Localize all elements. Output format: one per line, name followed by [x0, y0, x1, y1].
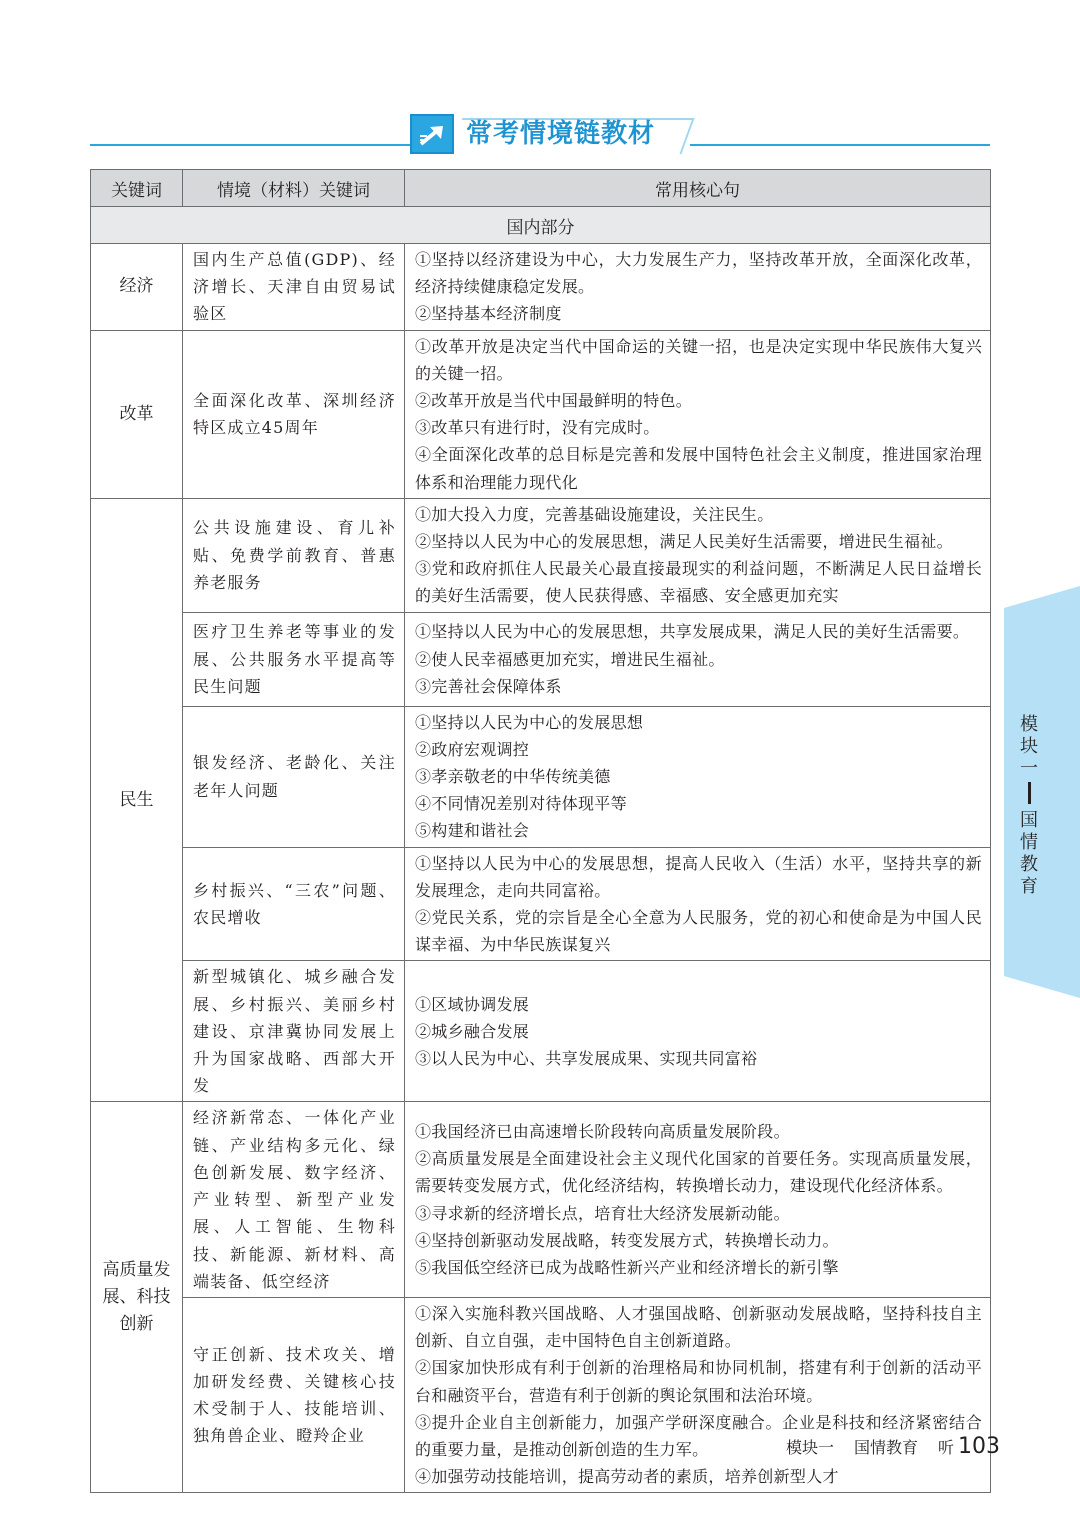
table-row	[91, 244, 991, 331]
core-sentence-cell	[405, 847, 991, 961]
core-sentence-item: ③以人民为中心、共享发展成果、实现共同富裕	[415, 1049, 758, 1069]
context-cell: 经济新常态、一体化产业链、产业结构多元化、绿色创新发展、数字经济、产业转型、新型产业发展、人工智能、生物科技、新能源、新材料、高端装备、低空经济	[183, 1102, 405, 1297]
core-sentence-item: ①深入实施科教兴国战略、人才强国战略、创新驱动发展战略，坚持科技自主创新、自立自强，走中国特色自主创新道路。	[415, 1303, 982, 1351]
core-sentence-item: ③党和政府抓住人民最关心最直接最现实的利益问题，不断满足人民日益增长的美好生活需要，使人民获得感、幸福感、安全感更加充实	[415, 559, 982, 606]
context-cell: 银发经济、老龄化、关注老年人问题	[183, 706, 405, 847]
context-cell: 医疗卫生养老等事业的发展、公共服务水平提高等民生问题	[183, 612, 405, 706]
side-tab-char: 育	[1020, 876, 1038, 897]
core-sentence-item: ④全面深化改革的总目标是完善和发展中国特色社会主义制度，推进国家治理体系和治理能力现代化	[415, 445, 982, 492]
footer-listen: 听	[937, 1438, 954, 1457]
column-header-keyword: 关键词	[91, 170, 183, 207]
table-row	[91, 330, 991, 498]
header-rule-left	[90, 144, 410, 146]
table-header-row	[91, 170, 991, 207]
side-tab-char: 情	[1020, 832, 1038, 853]
core-sentence-item: ③改革只有进行时，没有完成时。	[415, 418, 660, 438]
table-row	[91, 1102, 991, 1297]
context-cell: 全面深化改革、深圳经济特区成立45周年	[183, 330, 405, 498]
core-sentence-item: ①坚持以人民为中心的发展思想	[415, 712, 644, 732]
side-tab-char: 教	[1020, 854, 1038, 875]
core-sentence-item: ④坚持创新驱动发展战略，转变发展方式，转换增长动力。	[415, 1230, 839, 1250]
context-table	[90, 169, 991, 1493]
side-tab-char: 块	[1020, 736, 1038, 757]
header-rule-right	[690, 144, 990, 146]
core-sentence-item: ②坚持基本经济制度	[415, 304, 562, 324]
core-sentence-cell	[405, 612, 991, 706]
core-sentence-item: ③寻求新的经济增长点，培育壮大经济发展新动能。	[415, 1203, 790, 1223]
core-sentence-item: ①坚持以经济建设为中心，大力发展生产力，坚持改革开放，全面深化改革，经济持续健康稳定发展。	[415, 250, 982, 297]
core-sentence-item: ①改革开放是决定当代中国命运的关键一招，也是决定实现中华民族伟大复兴的关键一招。	[415, 336, 982, 383]
core-sentence-cell	[405, 330, 991, 498]
core-sentence-item: ①区域协调发展	[415, 994, 530, 1014]
column-header-context: 情境（材料）关键词	[183, 170, 405, 207]
section-label: 国内部分	[91, 207, 991, 244]
footer-module: 模块一	[785, 1438, 834, 1457]
core-sentence-item: ②国家加快形成有利于创新的治理格局和协同机制，搭建有利于创新的活动平台和融资平台，营造有利于创新的舆论氛围和法治环境。	[415, 1358, 982, 1405]
footer-topic: 国情教育	[853, 1438, 918, 1457]
table-row	[91, 847, 991, 961]
table-row	[91, 961, 991, 1102]
side-tab-separator	[1028, 782, 1031, 804]
core-sentence-item: ①加大投入力度，完善基础设施建设，关注民生。	[415, 504, 774, 524]
table-row	[91, 612, 991, 706]
side-tab-char: 一	[1020, 758, 1038, 779]
arrow-up-right-icon	[410, 114, 454, 154]
core-sentence-cell	[405, 1297, 991, 1492]
core-sentence-item: ③提升企业自主创新能力，加强产学研深度融合。企业是科技和经济紧密结合的重要力量，是推动创新创造的生力军。	[415, 1412, 982, 1459]
core-sentence-item: ①我国经济已由高速增长阶段转向高质量发展阶段。	[415, 1122, 790, 1142]
core-sentence-item: ②政府宏观调控	[415, 739, 530, 759]
core-sentence-item: ②党民关系，党的宗旨是全心全意为人民服务，党的初心和使命是为中国人民谋幸福、为中华民族谋复兴	[415, 908, 982, 955]
page-footer	[760, 1434, 1000, 1462]
core-sentence-item: ④加强劳动技能培训，提高劳动者的素质，培养创新型人才	[415, 1467, 839, 1487]
core-sentence-item: ①坚持以人民为中心的发展思想，共享发展成果，满足人民的美好生活需要。	[415, 622, 970, 642]
core-sentence-item: ⑤我国低空经济已成为战略性新兴产业和经济增长的新引擎	[415, 1258, 839, 1278]
core-sentence-item: ①坚持以人民为中心的发展思想，提高人民收入（生活）水平，坚持共享的新发展理念，走向共同富裕。	[415, 853, 982, 900]
side-tab-char: 模	[1020, 714, 1038, 735]
side-tab-char: 国	[1020, 810, 1038, 831]
core-sentence-cell	[405, 706, 991, 847]
column-header-core-sentence: 常用核心句	[405, 170, 991, 207]
context-cell: 乡村振兴、“三农”问题、农民增收	[183, 847, 405, 961]
core-sentence-item: ②城乡融合发展	[415, 1021, 530, 1041]
core-sentence-item: ⑤构建和谐社会	[415, 821, 530, 841]
core-sentence-item: ③完善社会保障体系	[415, 676, 562, 696]
side-tab-label	[1017, 714, 1041, 898]
core-sentence-item: ④不同情况差别对待体现平等	[415, 794, 627, 814]
table-row	[91, 1297, 991, 1492]
keyword-cell: 民生	[91, 498, 183, 1102]
page-number: 103	[958, 1434, 1000, 1459]
section-banner	[410, 114, 686, 156]
context-cell: 国内生产总值(GDP)、经济增长、天津自由贸易试验区	[183, 244, 405, 331]
core-sentence-cell	[405, 961, 991, 1102]
banner-title: 常考情境链教材	[466, 119, 656, 149]
core-sentence-item: ②高质量发展是全面建设社会主义现代化国家的首要任务。实现高质量发展，需要转变发展方式，优化经济结构，转换增长动力，建设现代化经济体系。	[415, 1149, 982, 1196]
core-sentence-item: ③孝亲敬老的中华传统美德	[415, 767, 611, 787]
context-cell: 新型城镇化、城乡融合发展、乡村振兴、美丽乡村建设、京津冀协同发展上升为国家战略、西部大开发	[183, 961, 405, 1102]
context-cell: 公共设施建设、育儿补贴、免费学前教育、普惠养老服务	[183, 498, 405, 612]
keyword-cell: 高质量发展、科技创新	[91, 1102, 183, 1493]
table-row	[91, 498, 991, 612]
core-sentence-cell	[405, 1102, 991, 1297]
core-sentence-item: ②使人民幸福感更加充实，增进民生福祉。	[415, 649, 725, 669]
core-sentence-cell	[405, 498, 991, 612]
core-sentence-cell	[405, 244, 991, 331]
table-row	[91, 706, 991, 847]
core-sentence-item: ②改革开放是当代中国最鲜明的特色。	[415, 391, 693, 411]
context-cell: 守正创新、技术攻关、增加研发经费、关键核心技术受制于人、技能培训、独角兽企业、瞪羚企业	[183, 1297, 405, 1492]
module-side-tab	[1004, 586, 1080, 998]
core-sentence-item: ②坚持以人民为中心的发展思想，满足人民美好生活需要，增进民生福祉。	[415, 532, 953, 552]
section-row	[91, 207, 991, 244]
keyword-cell: 改革	[91, 330, 183, 498]
keyword-cell: 经济	[91, 244, 183, 331]
